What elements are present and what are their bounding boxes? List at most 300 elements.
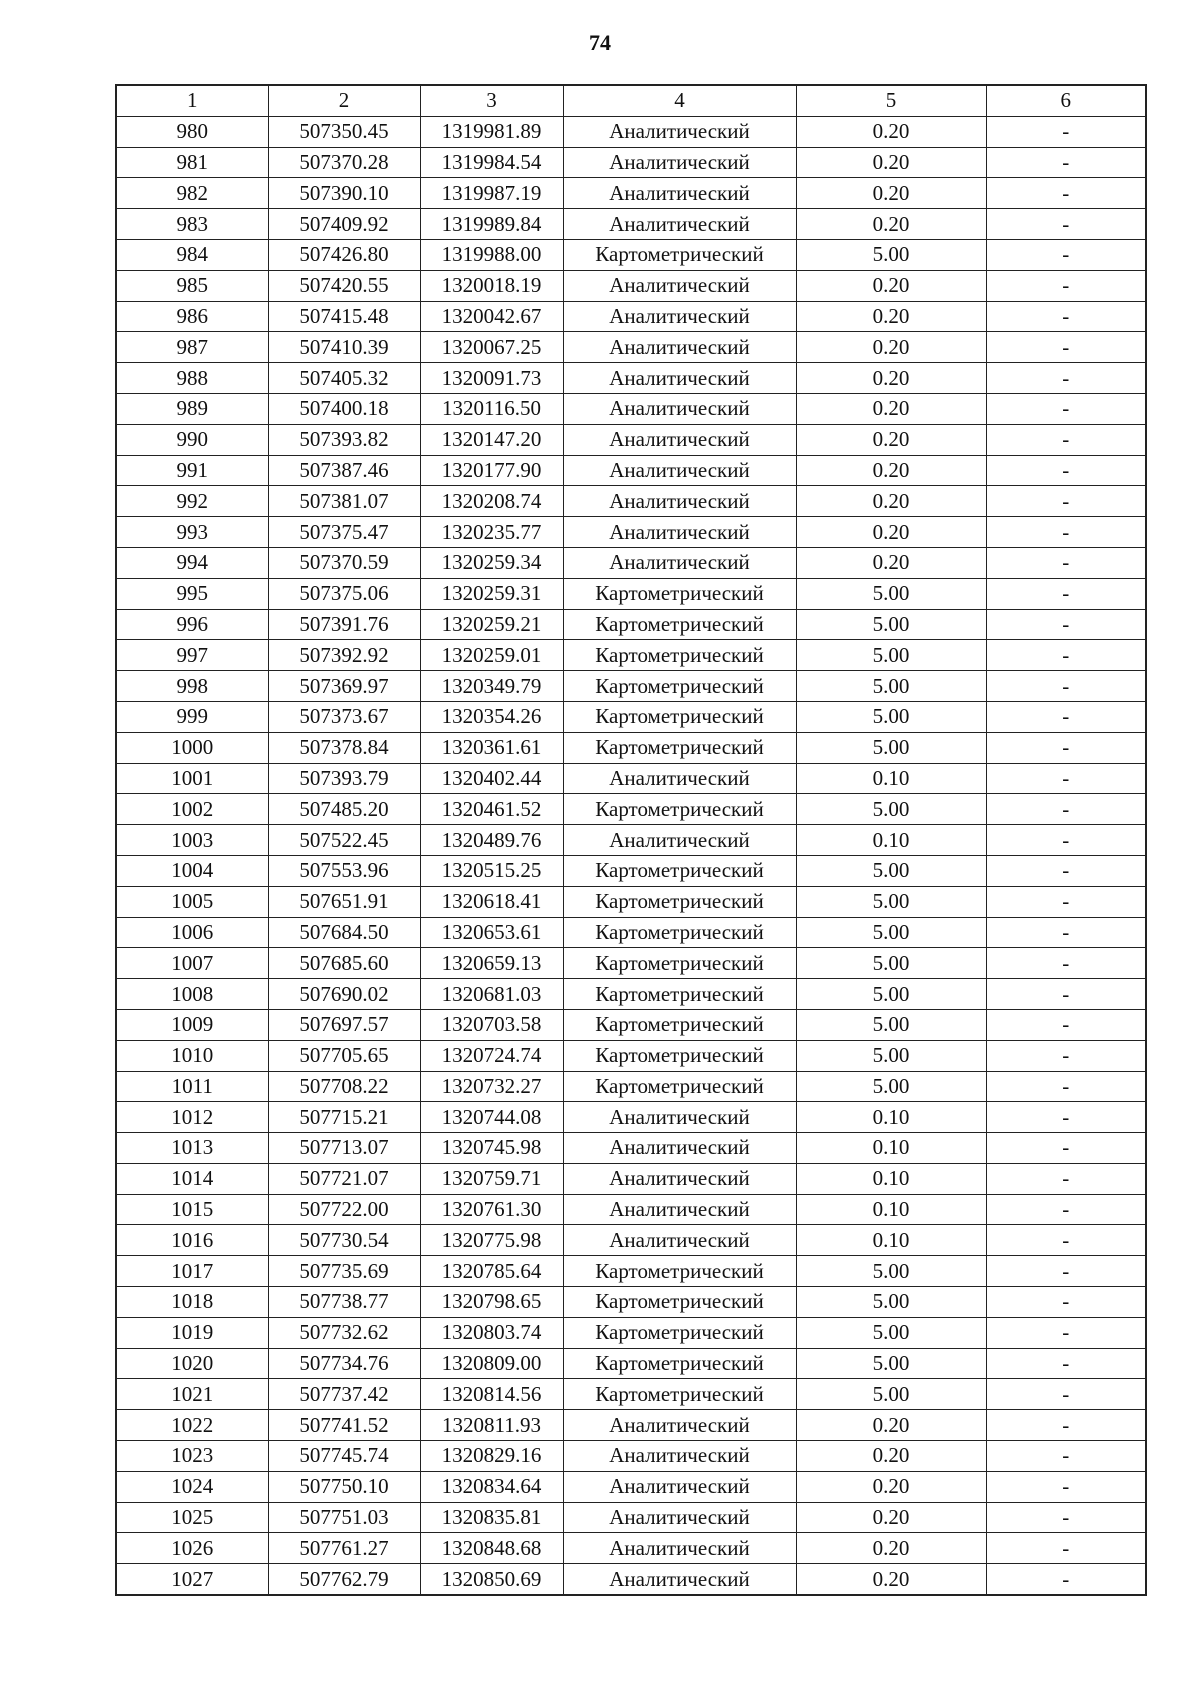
table-cell: 998	[116, 671, 268, 702]
table-cell: 1011	[116, 1071, 268, 1102]
table-cell: Картометрический	[563, 701, 796, 732]
table-cell: 1016	[116, 1225, 268, 1256]
table-cell: 5.00	[796, 239, 986, 270]
table-cell: 1319981.89	[420, 116, 563, 147]
table-row	[116, 794, 1146, 825]
table-cell: 507410.39	[268, 332, 420, 363]
table-cell: Аналитический	[563, 178, 796, 209]
table-cell: -	[986, 1133, 1146, 1164]
table-row	[116, 1410, 1146, 1441]
table-row	[116, 825, 1146, 856]
table-cell: 507369.97	[268, 671, 420, 702]
table-cell: 5.00	[796, 1379, 986, 1410]
table-cell: 1320744.08	[420, 1102, 563, 1133]
table-cell: Картометрический	[563, 732, 796, 763]
table-cell: Картометрический	[563, 239, 796, 270]
table-cell: 1010	[116, 1040, 268, 1071]
table-cell: -	[986, 147, 1146, 178]
table-cell: 1320829.16	[420, 1441, 563, 1472]
table-cell: -	[986, 332, 1146, 363]
table-row	[116, 486, 1146, 517]
table-cell: 0.20	[796, 393, 986, 424]
table-cell: 994	[116, 547, 268, 578]
table-cell: -	[986, 701, 1146, 732]
table-cell: -	[986, 1287, 1146, 1318]
table-cell: Аналитический	[563, 270, 796, 301]
table-cell: Картометрический	[563, 917, 796, 948]
table-cell: 0.20	[796, 424, 986, 455]
table-cell: 1320259.01	[420, 640, 563, 671]
table-cell: 1006	[116, 917, 268, 948]
table-cell: 507721.07	[268, 1163, 420, 1194]
table-cell: 1320703.58	[420, 1009, 563, 1040]
table-cell: Аналитический	[563, 455, 796, 486]
table-row	[116, 1102, 1146, 1133]
table-body	[116, 116, 1146, 1595]
table-cell: 507685.60	[268, 948, 420, 979]
table-cell: 507415.48	[268, 301, 420, 332]
table-row	[116, 1009, 1146, 1040]
table-cell: -	[986, 1533, 1146, 1564]
table-cell: 5.00	[796, 671, 986, 702]
table-cell: Картометрический	[563, 609, 796, 640]
table-cell: 1320208.74	[420, 486, 563, 517]
table-cell: 1007	[116, 948, 268, 979]
table-cell: 507393.79	[268, 763, 420, 794]
table-cell: 1320042.67	[420, 301, 563, 332]
table-cell: 1320835.81	[420, 1502, 563, 1533]
table-cell: 507651.91	[268, 886, 420, 917]
table-cell: -	[986, 393, 1146, 424]
table-cell: 0.10	[796, 825, 986, 856]
table-cell: 5.00	[796, 701, 986, 732]
table-cell: 1320775.98	[420, 1225, 563, 1256]
table-cell: -	[986, 917, 1146, 948]
table-cell: -	[986, 1317, 1146, 1348]
table-row	[116, 116, 1146, 147]
table-cell: 1320848.68	[420, 1533, 563, 1564]
table-cell: 1320489.76	[420, 825, 563, 856]
table-cell: 1320235.77	[420, 517, 563, 548]
table-cell: 507762.79	[268, 1564, 420, 1595]
table-cell: 1319984.54	[420, 147, 563, 178]
table-cell: -	[986, 1441, 1146, 1472]
table-cell: 5.00	[796, 1256, 986, 1287]
table-cell: 0.20	[796, 178, 986, 209]
table-cell: 507400.18	[268, 393, 420, 424]
table-cell: Картометрический	[563, 855, 796, 886]
table-cell: 0.20	[796, 1471, 986, 1502]
table-cell: 1003	[116, 825, 268, 856]
table-cell: Картометрический	[563, 1287, 796, 1318]
table-cell: 1319988.00	[420, 239, 563, 270]
table-cell: Аналитический	[563, 517, 796, 548]
table-cell: 0.20	[796, 1441, 986, 1472]
table-cell: 1026	[116, 1533, 268, 1564]
header-cell: 5	[796, 85, 986, 116]
table-cell: -	[986, 1502, 1146, 1533]
table-cell: Аналитический	[563, 825, 796, 856]
table-cell: 0.10	[796, 1133, 986, 1164]
table-row	[116, 917, 1146, 948]
table-row	[116, 1533, 1146, 1564]
table-row	[116, 886, 1146, 917]
table-cell: 990	[116, 424, 268, 455]
table-cell: -	[986, 886, 1146, 917]
table-cell: 1025	[116, 1502, 268, 1533]
table-cell: 0.20	[796, 209, 986, 240]
table-cell: Аналитический	[563, 547, 796, 578]
table-cell: 5.00	[796, 609, 986, 640]
table-cell: Аналитический	[563, 763, 796, 794]
table-cell: Картометрический	[563, 794, 796, 825]
table-cell: 992	[116, 486, 268, 517]
table-cell: 507485.20	[268, 794, 420, 825]
table-row	[116, 239, 1146, 270]
table-cell: 507730.54	[268, 1225, 420, 1256]
table-cell: 1320659.13	[420, 948, 563, 979]
table-cell: 0.20	[796, 301, 986, 332]
table-cell: 997	[116, 640, 268, 671]
table-row	[116, 1040, 1146, 1071]
table-cell: 1001	[116, 763, 268, 794]
table-row	[116, 1348, 1146, 1379]
table-cell: Аналитический	[563, 116, 796, 147]
table-row	[116, 1379, 1146, 1410]
table-cell: Картометрический	[563, 1071, 796, 1102]
table-cell: 1018	[116, 1287, 268, 1318]
table-cell: 1000	[116, 732, 268, 763]
table-cell: 1320259.31	[420, 578, 563, 609]
table-cell: -	[986, 1256, 1146, 1287]
table-cell: Аналитический	[563, 147, 796, 178]
table-cell: 982	[116, 178, 268, 209]
table-cell: 507426.80	[268, 239, 420, 270]
table-cell: 507737.42	[268, 1379, 420, 1410]
table-cell: Картометрический	[563, 1040, 796, 1071]
table-cell: Аналитический	[563, 301, 796, 332]
table-cell: 5.00	[796, 886, 986, 917]
table-cell: 987	[116, 332, 268, 363]
table-cell: 5.00	[796, 1348, 986, 1379]
table-cell: -	[986, 1564, 1146, 1595]
table-row	[116, 363, 1146, 394]
table-row	[116, 1133, 1146, 1164]
table-cell: Аналитический	[563, 1441, 796, 1472]
table-cell: 5.00	[796, 855, 986, 886]
table-cell: 995	[116, 578, 268, 609]
table-cell: 507705.65	[268, 1040, 420, 1071]
table-cell: Картометрический	[563, 671, 796, 702]
table-row	[116, 301, 1146, 332]
table-cell: -	[986, 732, 1146, 763]
table-cell: 0.20	[796, 455, 986, 486]
table-cell: 1320018.19	[420, 270, 563, 301]
page-number: 74	[589, 30, 611, 55]
table-cell: Аналитический	[563, 1225, 796, 1256]
table-cell: 1027	[116, 1564, 268, 1595]
table-cell: Аналитический	[563, 1194, 796, 1225]
table-row	[116, 979, 1146, 1010]
header-cell: 2	[268, 85, 420, 116]
table-cell: -	[986, 517, 1146, 548]
table-cell: Картометрический	[563, 578, 796, 609]
table-cell: 1021	[116, 1379, 268, 1410]
table-cell: 0.20	[796, 1564, 986, 1595]
table-cell: 507745.74	[268, 1441, 420, 1472]
table-cell: 1319989.84	[420, 209, 563, 240]
table-cell: 999	[116, 701, 268, 732]
table-row	[116, 948, 1146, 979]
table-cell: 1024	[116, 1471, 268, 1502]
table-row	[116, 609, 1146, 640]
table-cell: 507697.57	[268, 1009, 420, 1040]
table-cell: Картометрический	[563, 948, 796, 979]
table-cell: 1320811.93	[420, 1410, 563, 1441]
header-cell: 3	[420, 85, 563, 116]
table-cell: 507522.45	[268, 825, 420, 856]
table-row	[116, 1471, 1146, 1502]
table-cell: -	[986, 979, 1146, 1010]
table-cell: 981	[116, 147, 268, 178]
table-cell: Аналитический	[563, 1102, 796, 1133]
table-cell: Аналитический	[563, 486, 796, 517]
table-cell: 507741.52	[268, 1410, 420, 1441]
table-row	[116, 732, 1146, 763]
table-cell: 1320785.64	[420, 1256, 563, 1287]
table-row	[116, 1441, 1146, 1472]
table-cell: -	[986, 1471, 1146, 1502]
table-cell: 507405.32	[268, 363, 420, 394]
table-cell: 507732.62	[268, 1317, 420, 1348]
table-cell: -	[986, 1194, 1146, 1225]
table-cell: Аналитический	[563, 1410, 796, 1441]
table-cell: 1012	[116, 1102, 268, 1133]
header-row	[116, 85, 1146, 116]
table-cell: -	[986, 209, 1146, 240]
table-cell: 0.20	[796, 1533, 986, 1564]
table-cell: 1023	[116, 1441, 268, 1472]
table-cell: Аналитический	[563, 1163, 796, 1194]
table-cell: 507751.03	[268, 1502, 420, 1533]
table-cell: 5.00	[796, 1317, 986, 1348]
table-cell: 5.00	[796, 578, 986, 609]
table-cell: Картометрический	[563, 1317, 796, 1348]
table-cell: -	[986, 1009, 1146, 1040]
table-cell: 1320814.56	[420, 1379, 563, 1410]
table-cell: Аналитический	[563, 363, 796, 394]
table-cell: 507390.10	[268, 178, 420, 209]
table-row	[116, 640, 1146, 671]
table-cell: 507420.55	[268, 270, 420, 301]
table-cell: 0.20	[796, 517, 986, 548]
table-cell: 507409.92	[268, 209, 420, 240]
table-cell: 1015	[116, 1194, 268, 1225]
table-row	[116, 671, 1146, 702]
table-cell: 983	[116, 209, 268, 240]
table-cell: Картометрический	[563, 979, 796, 1010]
table-cell: 507735.69	[268, 1256, 420, 1287]
table-cell: 0.20	[796, 1410, 986, 1441]
table-cell: 1319987.19	[420, 178, 563, 209]
table-cell: Аналитический	[563, 393, 796, 424]
table-cell: 5.00	[796, 1071, 986, 1102]
table-row	[116, 1163, 1146, 1194]
table-cell: 1320834.64	[420, 1471, 563, 1502]
table-cell: -	[986, 178, 1146, 209]
table-cell: 1009	[116, 1009, 268, 1040]
table-cell: Картометрический	[563, 1379, 796, 1410]
table-row	[116, 178, 1146, 209]
table-cell: 1004	[116, 855, 268, 886]
table-cell: 993	[116, 517, 268, 548]
table-cell: 1320618.41	[420, 886, 563, 917]
table-cell: 507708.22	[268, 1071, 420, 1102]
table-cell: -	[986, 1379, 1146, 1410]
table-row	[116, 763, 1146, 794]
table-cell: 1320850.69	[420, 1564, 563, 1595]
table-cell: -	[986, 270, 1146, 301]
table-row	[116, 517, 1146, 548]
table-row	[116, 455, 1146, 486]
table-row	[116, 701, 1146, 732]
table-cell: 5.00	[796, 640, 986, 671]
table-cell: 1017	[116, 1256, 268, 1287]
table-cell: 1320147.20	[420, 424, 563, 455]
table-cell: 1019	[116, 1317, 268, 1348]
table-cell: Картометрический	[563, 886, 796, 917]
table-cell: -	[986, 855, 1146, 886]
table-cell: 0.20	[796, 1502, 986, 1533]
table-cell: 989	[116, 393, 268, 424]
table-row	[116, 1194, 1146, 1225]
table-cell: 507715.21	[268, 1102, 420, 1133]
table-cell: 507761.27	[268, 1533, 420, 1564]
table-cell: 1320515.25	[420, 855, 563, 886]
table-cell: -	[986, 455, 1146, 486]
table-cell: 1022	[116, 1410, 268, 1441]
table-cell: 5.00	[796, 917, 986, 948]
table-cell: -	[986, 671, 1146, 702]
table-cell: Картометрический	[563, 1009, 796, 1040]
table-cell: 1320402.44	[420, 763, 563, 794]
table-cell: 1320798.65	[420, 1287, 563, 1318]
table-cell: -	[986, 547, 1146, 578]
table-cell: 1020	[116, 1348, 268, 1379]
table-cell: Аналитический	[563, 424, 796, 455]
table-row	[116, 578, 1146, 609]
table-cell: 5.00	[796, 1040, 986, 1071]
table-cell: 1320067.25	[420, 332, 563, 363]
table-cell: 0.10	[796, 1163, 986, 1194]
table-cell: 0.20	[796, 116, 986, 147]
table-cell: 986	[116, 301, 268, 332]
table-cell: 0.20	[796, 363, 986, 394]
table-cell: 1320761.30	[420, 1194, 563, 1225]
table-cell: Картометрический	[563, 1348, 796, 1379]
table-cell: Аналитический	[563, 209, 796, 240]
table-cell: -	[986, 363, 1146, 394]
table-cell: 0.20	[796, 147, 986, 178]
table-cell: 5.00	[796, 979, 986, 1010]
table-cell: 1320681.03	[420, 979, 563, 1010]
table-cell: 1002	[116, 794, 268, 825]
table-cell: 1320759.71	[420, 1163, 563, 1194]
table-cell: 507722.00	[268, 1194, 420, 1225]
table-cell: 1320259.21	[420, 609, 563, 640]
table-row	[116, 147, 1146, 178]
header-cell: 4	[563, 85, 796, 116]
table-cell: -	[986, 1410, 1146, 1441]
table-cell: Аналитический	[563, 1502, 796, 1533]
table-cell: 507391.76	[268, 609, 420, 640]
table-cell: 0.10	[796, 1102, 986, 1133]
table-cell: 1320116.50	[420, 393, 563, 424]
table-row	[116, 547, 1146, 578]
table-row	[116, 393, 1146, 424]
table-cell: 1320177.90	[420, 455, 563, 486]
table-cell: -	[986, 578, 1146, 609]
coordinates-table	[115, 84, 1147, 1596]
table-cell: 507378.84	[268, 732, 420, 763]
table-cell: 991	[116, 455, 268, 486]
table-cell: 1320803.74	[420, 1317, 563, 1348]
table-cell: 5.00	[796, 1009, 986, 1040]
table-cell: 1013	[116, 1133, 268, 1164]
table-cell: 507713.07	[268, 1133, 420, 1164]
table-cell: 0.10	[796, 1225, 986, 1256]
table-cell: -	[986, 948, 1146, 979]
table-row	[116, 855, 1146, 886]
table-cell: -	[986, 609, 1146, 640]
table-cell: 507350.45	[268, 116, 420, 147]
table-cell: -	[986, 1040, 1146, 1071]
table-cell: 0.20	[796, 270, 986, 301]
table-cell: Аналитический	[563, 1564, 796, 1595]
table-cell: 507392.92	[268, 640, 420, 671]
table-cell: 507738.77	[268, 1287, 420, 1318]
table-cell: -	[986, 1225, 1146, 1256]
table-cell: 0.20	[796, 486, 986, 517]
table-row	[116, 1317, 1146, 1348]
table-cell: 1320809.00	[420, 1348, 563, 1379]
table-cell: -	[986, 1348, 1146, 1379]
table-row	[116, 1256, 1146, 1287]
table-cell: -	[986, 640, 1146, 671]
table-cell: -	[986, 1071, 1146, 1102]
table-row	[116, 270, 1146, 301]
table-cell: 984	[116, 239, 268, 270]
table-cell: -	[986, 486, 1146, 517]
table-cell: -	[986, 1163, 1146, 1194]
table-cell: 1008	[116, 979, 268, 1010]
table-cell: 507373.67	[268, 701, 420, 732]
table-cell: 507684.50	[268, 917, 420, 948]
table-cell: 1005	[116, 886, 268, 917]
table-cell: -	[986, 1102, 1146, 1133]
table-cell: 5.00	[796, 794, 986, 825]
table-row	[116, 1502, 1146, 1533]
table-cell: 1320349.79	[420, 671, 563, 702]
table-cell: 507393.82	[268, 424, 420, 455]
table-cell: -	[986, 239, 1146, 270]
table-cell: 1320354.26	[420, 701, 563, 732]
table-row	[116, 332, 1146, 363]
table-cell: 5.00	[796, 732, 986, 763]
table-row	[116, 1071, 1146, 1102]
table-cell: 507750.10	[268, 1471, 420, 1502]
table-cell: 1320653.61	[420, 917, 563, 948]
